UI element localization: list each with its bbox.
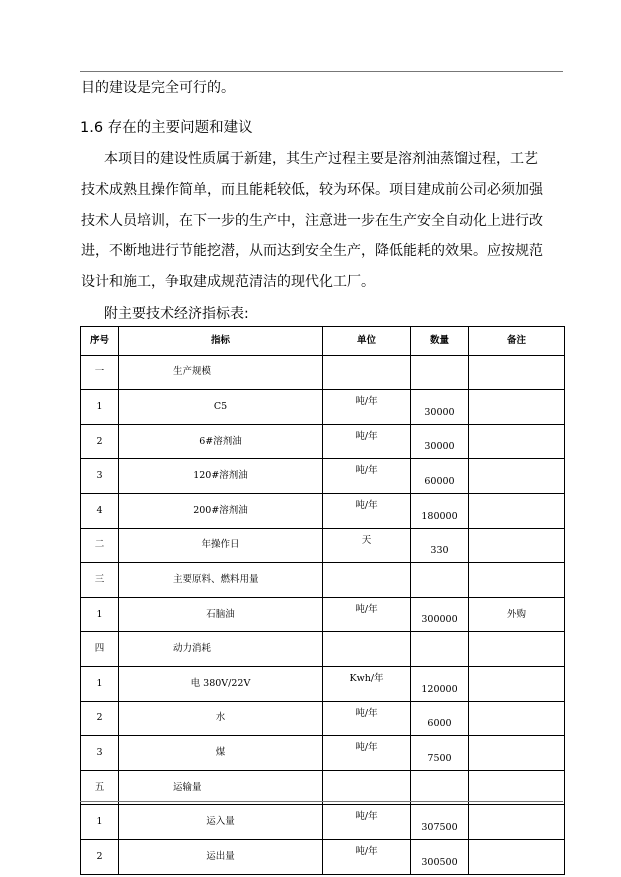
- row-indicator-cell: 运输量: [119, 770, 323, 805]
- row-quantity-cell: 307500: [411, 805, 469, 840]
- table-row: [81, 770, 565, 805]
- row-remark-cell: [469, 666, 565, 701]
- section-heading: 1.6 存在的主要问题和建议: [80, 120, 253, 136]
- row-unit-cell: [323, 632, 411, 667]
- paragraph-line: 进，不断地进行节能挖潜，从而达到安全生产，降低能耗的效果。应按规范: [81, 243, 543, 259]
- row-unit-cell: 吨/年: [323, 390, 411, 425]
- row-indicator-cell: 年操作日: [119, 528, 323, 563]
- row-quantity-cell: 300000: [411, 597, 469, 632]
- row-quantity-cell: [411, 563, 469, 598]
- row-unit-cell: [323, 770, 411, 805]
- row-seq-cell: 三: [81, 563, 119, 598]
- continuation-line: 目的建设是完全可行的。: [81, 80, 235, 96]
- row-seq-cell: 4: [81, 493, 119, 528]
- paragraph-line: 设计和施工，争取建成规范清洁的现代化工厂。: [81, 274, 375, 290]
- row-quantity-cell: 330: [411, 528, 469, 563]
- row-unit-cell: 吨/年: [323, 839, 411, 874]
- row-unit-cell: 吨/年: [323, 701, 411, 736]
- table-row: [81, 701, 565, 736]
- paragraph-line: 本项目的建设性质属于新建，其生产过程主要是溶剂油蒸馏过程，工艺: [104, 151, 538, 167]
- row-unit-cell: 吨/年: [323, 736, 411, 771]
- row-indicator-cell: 主要原料、燃料用量: [119, 563, 323, 598]
- indicator-table: [80, 326, 565, 875]
- row-indicator-cell: C5: [119, 390, 323, 425]
- table-row: [81, 493, 565, 528]
- row-unit-cell: [323, 563, 411, 598]
- row-seq-cell: 3: [81, 736, 119, 771]
- header-seq: 序号: [81, 327, 119, 356]
- row-quantity-cell: 300500: [411, 839, 469, 874]
- row-indicator-cell: 生产规模: [119, 355, 323, 390]
- header-quantity: 数量: [411, 327, 469, 356]
- table-row: [81, 736, 565, 771]
- row-quantity-cell: 30000: [411, 390, 469, 425]
- row-remark-cell: [469, 563, 565, 598]
- row-unit-cell: 吨/年: [323, 805, 411, 840]
- row-indicator-cell: 运入量: [119, 805, 323, 840]
- row-quantity-cell: [411, 355, 469, 390]
- table-row: [81, 424, 565, 459]
- row-unit-cell: [323, 355, 411, 390]
- row-quantity-cell: [411, 632, 469, 667]
- row-seq-cell: 3: [81, 459, 119, 494]
- row-quantity-cell: 7500: [411, 736, 469, 771]
- table-row: [81, 666, 565, 701]
- row-indicator-cell: 6#溶剂油: [119, 424, 323, 459]
- table-row: [81, 355, 565, 390]
- row-indicator-cell: 200#溶剂油: [119, 493, 323, 528]
- row-quantity-cell: 6000: [411, 701, 469, 736]
- table-row: [81, 459, 565, 494]
- table-row: [81, 390, 565, 425]
- row-remark-cell: [469, 736, 565, 771]
- table-row: [81, 563, 565, 598]
- table-caption: 附主要技术经济指标表:: [104, 306, 249, 322]
- row-quantity-cell: 30000: [411, 424, 469, 459]
- row-remark-cell: [469, 805, 565, 840]
- row-remark-cell: [469, 839, 565, 874]
- row-seq-cell: 1: [81, 805, 119, 840]
- row-seq-cell: 1: [81, 666, 119, 701]
- header-rule: [80, 71, 563, 72]
- row-seq-cell: 2: [81, 424, 119, 459]
- row-remark-cell: [469, 390, 565, 425]
- row-unit-cell: 吨/年: [323, 597, 411, 632]
- row-seq-cell: 五: [81, 770, 119, 805]
- row-quantity-cell: 60000: [411, 459, 469, 494]
- header-indicator: 指标: [119, 327, 323, 356]
- row-indicator-cell: 水: [119, 701, 323, 736]
- row-seq-cell: 2: [81, 701, 119, 736]
- header-unit: 单位: [323, 327, 411, 356]
- row-unit-cell: 吨/年: [323, 459, 411, 494]
- paragraph-line: 技术人员培训，在下一步的生产中，注意进一步在生产安全自动化上进行改: [81, 213, 543, 229]
- row-indicator-cell: 120#溶剂油: [119, 459, 323, 494]
- footer-rule: [80, 801, 563, 802]
- row-quantity-cell: 120000: [411, 666, 469, 701]
- row-remark-cell: [469, 770, 565, 805]
- row-indicator-cell: 电 380V/22V: [119, 666, 323, 701]
- row-unit-cell: 吨/年: [323, 424, 411, 459]
- table-header-row: [81, 327, 565, 356]
- row-remark-cell: [469, 528, 565, 563]
- row-indicator-cell: 石脑油: [119, 597, 323, 632]
- row-seq-cell: 1: [81, 390, 119, 425]
- row-indicator-cell: 动力消耗: [119, 632, 323, 667]
- row-remark-cell: 外购: [469, 597, 565, 632]
- row-remark-cell: [469, 493, 565, 528]
- row-remark-cell: [469, 701, 565, 736]
- header-remark: 备注: [469, 327, 565, 356]
- row-seq-cell: 1: [81, 597, 119, 632]
- row-unit-cell: 吨/年: [323, 493, 411, 528]
- paragraph-line: 技术成熟且操作简单，而且能耗较低，较为环保。项目建成前公司必须加强: [81, 182, 543, 198]
- table-row: [81, 528, 565, 563]
- row-remark-cell: [469, 632, 565, 667]
- table-row: [81, 597, 565, 632]
- row-quantity-cell: [411, 770, 469, 805]
- table-row: [81, 805, 565, 840]
- row-remark-cell: [469, 355, 565, 390]
- row-unit-cell: Kwh/年: [323, 666, 411, 701]
- table-row: [81, 839, 565, 874]
- row-indicator-cell: 运出量: [119, 839, 323, 874]
- row-seq-cell: 一: [81, 355, 119, 390]
- row-unit-cell: 天: [323, 528, 411, 563]
- row-seq-cell: 2: [81, 839, 119, 874]
- row-quantity-cell: 180000: [411, 493, 469, 528]
- table-row: [81, 632, 565, 667]
- row-indicator-cell: 煤: [119, 736, 323, 771]
- row-remark-cell: [469, 459, 565, 494]
- table-body: [81, 355, 565, 874]
- row-seq-cell: 四: [81, 632, 119, 667]
- row-seq-cell: 二: [81, 528, 119, 563]
- row-remark-cell: [469, 424, 565, 459]
